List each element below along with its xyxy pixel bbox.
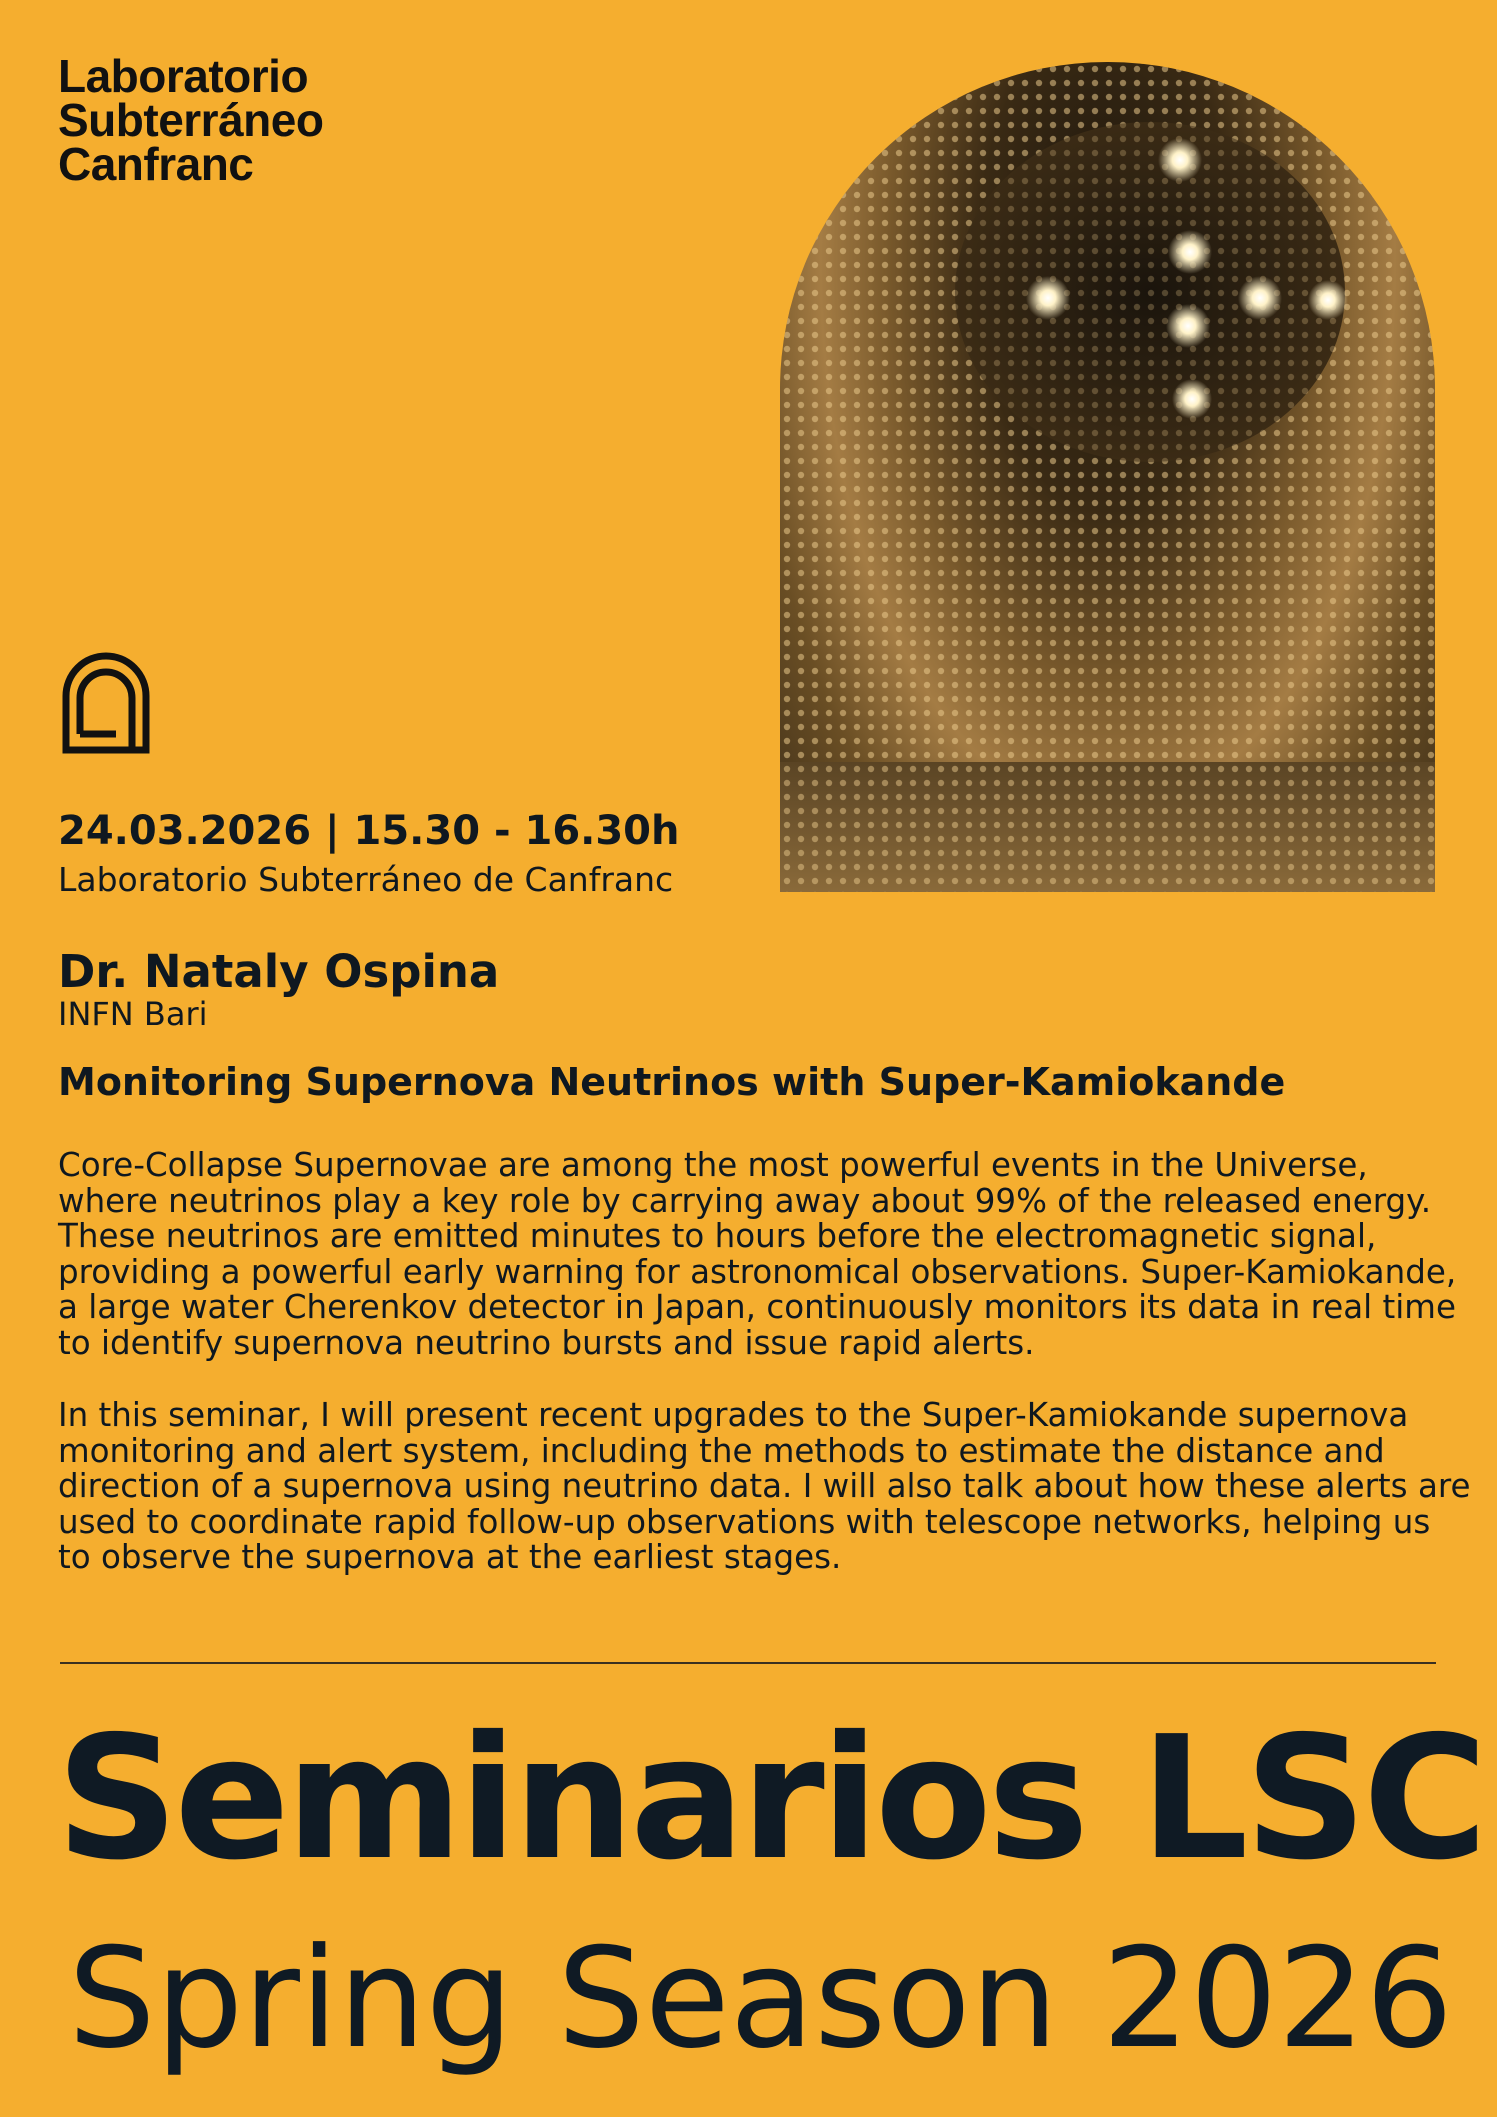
abstract-line: to observe the supernova at the earliest stages. — [58, 1538, 842, 1576]
abstract-line: direction of a supernova using neutrino data. I will also talk about how these alerts are — [58, 1467, 1471, 1505]
event-datetime: 24.03.2026 | 15.30 - 16.30h — [58, 808, 680, 854]
section-divider — [60, 1662, 1436, 1664]
abstract-line: used to coordinate rapid follow-up observations with telescope networks, helping us — [58, 1502, 1431, 1541]
speaker-affiliation: INFN Bari — [58, 995, 208, 1033]
abstract-line: providing a powerful early warning for astronomical observations. Super-Kamiokande, — [58, 1252, 1457, 1291]
abstract-line: Core-Collapse Supernovae are among the most powerful events in the Universe, — [58, 1146, 1368, 1184]
detector-interior-photo — [780, 62, 1435, 892]
abstract-line: These neutrinos are emitted minutes to hours before the electromagnetic signal, — [58, 1217, 1377, 1255]
seminar-series-title: Seminarios LSC — [56, 1700, 1484, 1898]
logo-line-2: Subterráneo — [58, 94, 324, 146]
speaker-name: Dr. Nataly Ospina — [58, 945, 500, 998]
abstract-line: where neutrinos play a key role by carrying away about 99% of the released energy. — [58, 1181, 1432, 1220]
event-venue: Laboratorio Subterráneo de Canfranc — [58, 860, 674, 899]
talk-title: Monitoring Supernova Neutrinos with Super-Kamiokande — [58, 1060, 1286, 1104]
lsc-wordmark-logo — [58, 50, 324, 190]
abstract-line: In this seminar, I will present recent upgrades to the Super-Kamiokande supernova — [58, 1396, 1409, 1434]
abstract-paragraph-2 — [58, 1396, 1471, 1576]
season-title: Spring Season 2026 — [68, 1918, 1454, 2079]
logo-line-3: Canfranc — [58, 138, 254, 190]
lsc-arch-icon — [60, 650, 152, 754]
abstract-line: to identify supernova neutrino bursts and issue rapid alerts. — [58, 1323, 1035, 1362]
logo-line-1: Laboratorio — [58, 50, 309, 102]
abstract-line: a large water Cherenkov detector in Japan, continuously monitors its data in real time — [58, 1288, 1456, 1326]
abstract-paragraph-1 — [58, 1146, 1457, 1362]
abstract-line: monitoring and alert system, including the methods to estimate the distance and — [58, 1431, 1385, 1470]
